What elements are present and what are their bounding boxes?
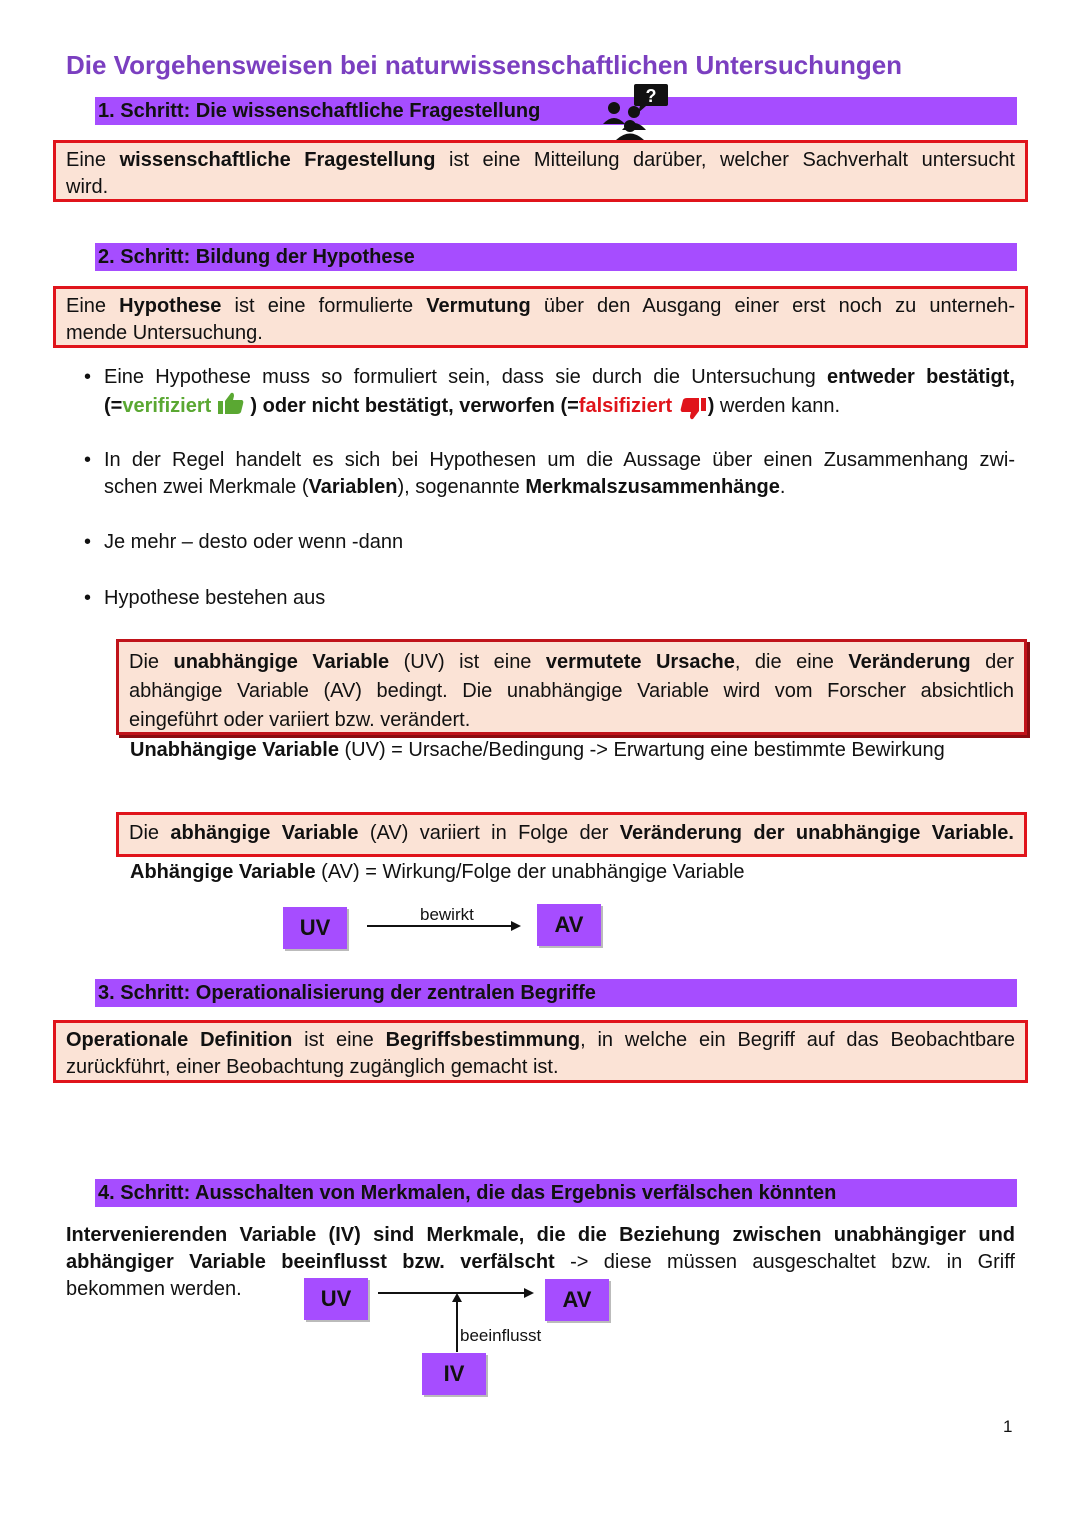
text-segment: (AV) variiert in Folge der [358,822,620,844]
arrow-icon [365,918,525,934]
thumbs-down-icon [678,396,708,422]
page-title: Die Vorgehensweisen bei naturwissenschaftlichen Untersuchungen [66,50,903,80]
diagram-av-box: AV [537,904,601,946]
term-unabhaengige-variable: unabhängige Variable [173,651,390,673]
step-4-label: 4. Schritt: Ausschalten von Merkmalen, die das Ergebnis verfälschen könnten [98,1182,837,1204]
bullet-dot: • [84,531,92,553]
text-segment: ) oder nicht bestätigt, verworfen (= [244,395,579,417]
diagram2-av-box: AV [545,1279,609,1321]
text-segment: über den Ausgang einer erst noch zu unterneh- [530,295,1015,317]
text-segment: In der Regel handelt es sich bei Hypothesen um die Aussage über einen Zusammenhang zwi- [104,449,1015,471]
term-falsifiziert: falsifiziert [578,395,673,417]
text-segment: Eine [66,295,120,317]
definition-operationale-definition [53,1020,1028,1083]
step-2-label: 2. Schritt: Bildung der Hypothese [98,246,415,268]
text-segment: mende Untersuchung. [66,322,263,344]
term-variablen: Variablen [308,476,398,498]
text-segment: schen zwei Merkmale ( [104,476,309,498]
term-veraenderung: Veränderung [848,651,971,673]
term-operationale-definition: Operationale Definition [66,1029,293,1051]
text-segment: ), sogenannte [397,476,526,498]
uv-summary-line [130,737,945,764]
thumbs-up-icon [217,391,245,415]
bullet-dot: • [84,449,92,471]
text-segment: Die [129,651,174,673]
text-segment: . [779,476,786,498]
text-segment: zurückführt, einer Beobachtung zugänglich gemacht ist. [66,1056,559,1078]
text-segment: abhängige Variable (AV) bedingt. Die unabhängige Variable wird vom Forscher absichtlich [129,680,1014,702]
text-segment: Eine Hypothese muss so formuliert sein, dass sie durch die Untersuchung [104,366,828,388]
step-2-heading [95,243,1017,271]
diagram2-uv-box: UV [304,1278,368,1320]
group-question-icon [600,82,672,140]
text-segment: ist eine formulierte [221,295,427,317]
bullet-dot: • [84,366,92,388]
term-hypothese: Hypothese [119,295,222,317]
term-verifiziert: verifiziert [122,395,212,417]
diagram-uv-box: UV [283,907,347,949]
text-segment: Hypothese bestehen aus [104,587,326,609]
term-fragestellung: wissenschaftliche Fragestellung [119,149,436,171]
text-segment: wird. [66,176,109,198]
text-segment: abhängiger Variable beeinflusst bzw. verfälscht [66,1251,555,1273]
definition-unabhaengige-variable [116,639,1027,735]
text-segment: , die eine [734,651,849,673]
text-segment: -> diese müssen ausgeschaltet bzw. in Griff [554,1251,1015,1273]
text-segment: Die [129,822,171,844]
text-segment: ist eine [292,1029,386,1051]
text-segment: Intervenierenden Variable (IV) sind Merkmale, die die Beziehung zwischen unabhängiger und [66,1224,1015,1246]
text-segment: ) [707,395,715,417]
step-1-heading [95,97,1017,125]
text-segment: eingeführt oder variiert bzw. verändert. [129,709,471,731]
term-vermutung: Vermutung [426,295,531,317]
text-segment: der [970,651,1014,673]
definition-abhaengige-variable [116,812,1027,857]
text-segment: bekommen werden. [66,1278,242,1300]
term-unabhaengige-variable: Unabhängige Variable [130,739,339,761]
term-begriffsbestimmung: Begriffsbestimmung [385,1029,581,1051]
av-summary-line [130,859,745,886]
text-segment: werden kann. [714,395,841,417]
definition-fragestellung [53,140,1028,202]
text-segment: ist eine Mitteilung darüber, welcher Sachverhalt untersucht [435,149,1015,171]
text-segment: , in welche ein Begriff auf das Beobachtbare [580,1029,1015,1051]
step-3-label: 3. Schritt: Operationalisierung der zentralen Begriffe [98,982,596,1004]
text-segment: Je mehr – desto oder wenn -dann [104,531,404,553]
arrow-label-beeinflusst: beeinflusst [460,1326,542,1345]
arrow-label-bewirkt: bewirkt [420,905,474,924]
text-segment: (= [104,395,123,417]
step-1-label: 1. Schritt: Die wissenschaftliche Fragestellung [98,100,541,122]
text-segment: entweder bestätigt, [827,366,1015,388]
text-segment: Eine [66,149,120,171]
text-segment: (UV) = Ursache/Bedingung -> Erwartung eine bestimmte Bewirkung [338,739,945,761]
page-number: 1 [1003,1417,1013,1436]
bullet-dot: • [84,587,92,609]
term-merkmalszusammenhaenge: Merkmalszusammenhänge [525,476,780,498]
text-segment: (AV) = Wirkung/Folge der unabhängige Variable [315,861,745,883]
diagram2-iv-box: IV [422,1353,486,1395]
text-segment: (UV) ist eine [389,651,546,673]
term-abhaengige-variable: abhängige Variable [170,822,359,844]
step-4-heading [95,1179,1017,1207]
svg-text:?: ? [645,86,657,106]
term-vermutete-ursache: vermutete Ursache [545,651,735,673]
text-segment: Veränderung der unabhängige Variable. [619,822,1014,844]
definition-hypothese [53,286,1028,348]
step-3-heading [95,979,1017,1007]
term-abhaengige-variable: Abhängige Variable [130,861,316,883]
